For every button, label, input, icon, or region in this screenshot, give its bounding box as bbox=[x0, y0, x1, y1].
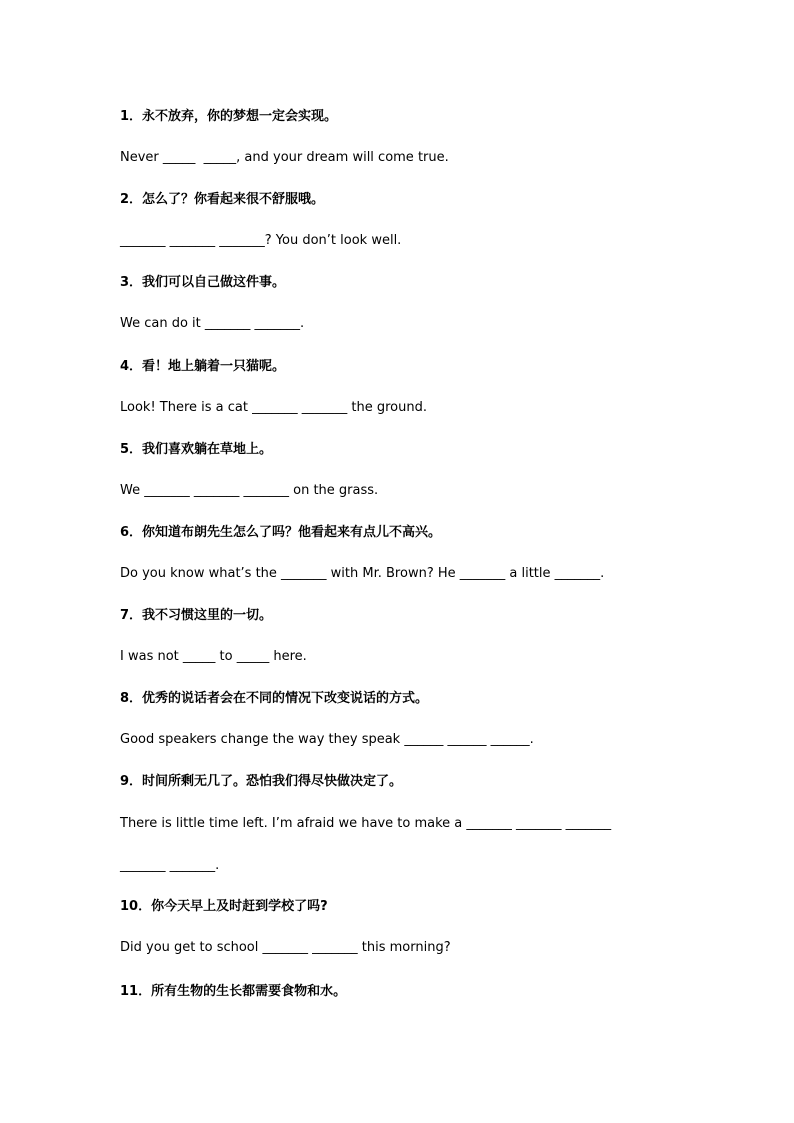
exercise-3-english: We can do it _______ _______. bbox=[120, 316, 305, 331]
exercise-7-chinese: 7．我不习惯这里的一切。 bbox=[120, 608, 273, 623]
exercise-2-english: _______ _______ _______? You don’t look well. bbox=[120, 233, 402, 248]
exercise-2-chinese: 2．怎么了？你看起来很不舒服哦。 bbox=[120, 192, 325, 207]
exercise-7-english: I was not _____ to _____ here. bbox=[120, 649, 307, 664]
exercise-8-chinese: 8．优秀的说话者会在不同的情况下改变说话的方式。 bbox=[120, 691, 429, 706]
exercise-1-chinese: 1．永不放弃，你的梦想一定会实现。 bbox=[120, 109, 338, 124]
exercise-11-chinese: 11．所有生物的生长都需要食物和水。 bbox=[120, 984, 347, 999]
exercise-3-chinese: 3．我们可以自己做这件事。 bbox=[120, 275, 286, 290]
exercise-4-english: Look! There is a cat _______ _______ the ground. bbox=[120, 400, 427, 415]
exercise-9-english-continued: _______ _______. bbox=[120, 858, 220, 873]
exercise-8-english: Good speakers change the way they speak ______ ______ ______. bbox=[120, 732, 534, 747]
exercise-10-english: Did you get to school _______ _______ this morning? bbox=[120, 940, 451, 955]
exercise-5-chinese: 5．我们喜欢躺在草地上。 bbox=[120, 442, 273, 457]
exercise-9-chinese: 9．时间所剩无几了。恐怕我们得尽快做决定了。 bbox=[120, 774, 403, 789]
exercise-6-chinese: 6．你知道布朗先生怎么了吗？他看起来有点儿不高兴。 bbox=[120, 525, 442, 540]
exercise-4-chinese: 4．看！地上躺着一只猫呢。 bbox=[120, 359, 286, 374]
exercise-10-chinese: 10．你今天早上及时赶到学校了吗? bbox=[120, 899, 328, 914]
exercise-1-english: Never _____ _____, and your dream will come true. bbox=[120, 150, 449, 165]
exercise-9-english: There is little time left. I’m afraid we have to make a _______ _______ _______ bbox=[120, 816, 612, 831]
exercise-5-english: We _______ _______ _______ on the grass. bbox=[120, 483, 379, 498]
exercise-6-english: Do you know what’s the _______ with Mr. Brown? He _______ a little _______. bbox=[120, 566, 605, 581]
